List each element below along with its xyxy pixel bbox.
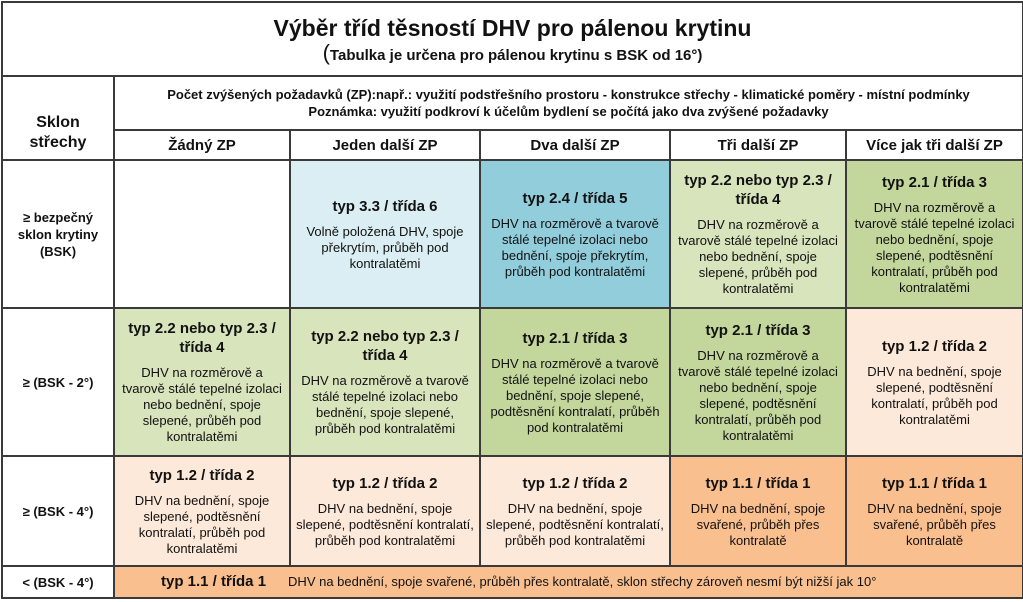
cell-type: typ 2.2 nebo typ 2.3 / třída 4 (311, 328, 459, 364)
sklon-header-text: Sklon střechy (29, 114, 87, 151)
cell-desc: DHV na rozměrově a tvarově stálé tepelné izolaci nebo bednění, spoje překrytím, průběh pod kontralatěmi (491, 215, 659, 279)
table-row (2, 566, 1023, 598)
table-row (2, 160, 1023, 308)
cell-desc: DHV na bednění, spoje slepené, podtěsnění kontralatí, průběh pod kontralatěmi (867, 363, 1002, 427)
cell-desc: DHV na rozměrově a tvarově stálé tepelné izolaci nebo bednění, spoje slepené, podtěsnění kontralatí, průběh pod kontralatěmi (854, 199, 1015, 295)
cell-type: typ 2.1 / třída 3 (522, 329, 628, 347)
table-cell (846, 456, 1023, 566)
cell-type: typ 2.1 / třída 3 (881, 173, 988, 191)
table-cell (290, 160, 480, 308)
cell-type: typ 2.2 nebo typ 2.3 / třída 4 (128, 320, 276, 356)
table-cell (846, 160, 1023, 308)
table-cell (290, 308, 480, 456)
zp-note: Poznámka: využití podkroví k účelům bydlení se počítá jako dva zvýšené požadavky (308, 104, 829, 119)
cell-desc: DHV na bednění, spoje slepené, podtěsnění kontralatí, průběh pod kontralatěmi (486, 500, 664, 548)
table-cell (670, 160, 846, 308)
table-row (2, 308, 1023, 456)
table-cell (670, 308, 846, 456)
table-cell (290, 456, 480, 566)
table-cell (114, 456, 290, 566)
cell-type: typ 1.1 / třída 1 (705, 474, 811, 492)
table-cell (846, 308, 1023, 456)
dhv-selection-table (1, 1, 1023, 599)
row-label: ≥ bezpečný sklon krytiny (BSK) (2, 160, 114, 308)
cell-desc: Volně položená DHV, spoje překrytím, průběh pod kontralatěmi (306, 223, 464, 271)
cell-desc: DHV na rozměrově a tvarově stálé tepelné izolaci nebo bednění, spoje slepené, průběh pod kontralatěmi (122, 365, 282, 444)
table-subtitle (7, 39, 1018, 67)
cell-type: typ 2.1 / třída 3 (705, 321, 811, 339)
row-label: ≥ (BSK - 2°) (2, 308, 114, 456)
column-header-none: Žádný ZP (114, 130, 290, 160)
table-cell (114, 160, 290, 308)
cell-desc: DHV na rozměrově a tvarově stálé tepelné izolaci nebo bednění, spoje slepené, podtěsnění kontralatí, průběh pod kontralatěmi (678, 347, 838, 443)
zp-description: Počet zvýšených požadavků (ZP):např.: využití podstřešního prostoru - konstrukce střechy - klimatické poměry - místní podmínky (167, 87, 970, 102)
bottom-row-cell (114, 566, 1023, 598)
cell-type: typ 2.4 / třída 5 (522, 189, 628, 207)
column-header-one: Jeden další ZP (290, 130, 480, 160)
cell-type: typ 3.3 / třída 6 (332, 197, 438, 215)
cell-type: typ 1.2 / třída 2 (332, 474, 438, 492)
cell-type: typ 1.2 / třída 2 (149, 466, 255, 484)
table-cell (480, 160, 670, 308)
row-label: < (BSK - 4°) (2, 566, 114, 598)
table-cell (480, 456, 670, 566)
cell-desc: DHV na bednění, spoje svařené, průběh přes kontralatě (867, 500, 1002, 548)
cell-type: typ 1.2 / třída 2 (522, 474, 628, 492)
column-header-more: Více jak tři další ZP (846, 130, 1023, 160)
bottom-row-type: typ 1.1 / třída 1 (161, 573, 267, 590)
table-cell (114, 308, 290, 456)
cell-type: typ 1.1 / třída 1 (881, 474, 988, 492)
cell-type: typ 1.2 / třída 2 (881, 337, 988, 355)
table-cell (670, 456, 846, 566)
title-cell (2, 2, 1023, 76)
cell-desc: DHV na rozměrově a tvarově stálé tepelné izolaci nebo bednění, spoje slepené, podtěsnění kontralatí, průběh pod kontralatěmi (490, 355, 660, 435)
table-title: Výběr tříd těsností DHV pro pálenou krytinu (273, 14, 752, 41)
bottom-row-desc: DHV na bednění, spoje svařené, průběh přes kontralatě, sklon střechy zároveň nesmí být nižší jak 10° (288, 574, 877, 589)
table-row (2, 456, 1023, 566)
column-header-two: Dva další ZP (480, 130, 670, 160)
subtitle-paren: ( (322, 39, 330, 65)
row-label: ≥ (BSK - 4°) (2, 456, 114, 566)
cell-desc: DHV na bednění, spoje slepené, podtěsnění kontralatí, průběh pod kontralatěmi (134, 492, 270, 556)
cell-desc: DHV na rozměrově a tvarově stálé tepelné izolaci nebo bednění, spoje slepené, průběh pod kontralatěmi (678, 217, 838, 296)
cell-desc: DHV na bednění, spoje slepené, podtěsnění kontralatí, průběh pod kontralatěmi (296, 500, 474, 548)
zp-description-cell (114, 76, 1023, 130)
column-header-three: Tři další ZP (670, 130, 846, 160)
sklon-header (2, 76, 114, 160)
cell-type: typ 2.2 nebo typ 2.3 / třída 4 (684, 172, 832, 208)
subtitle-text: Tabulka je určena pro pálenou krytinu s BSK od 16°) (329, 46, 703, 64)
cell-desc: DHV na bednění, spoje svařené, průběh přes kontralatě (690, 500, 826, 548)
cell-desc: DHV na rozměrově a tvarově stálé tepelné izolaci nebo bednění, spoje slepené, průběh pod kontralatěmi (301, 373, 469, 436)
table-cell (480, 308, 670, 456)
